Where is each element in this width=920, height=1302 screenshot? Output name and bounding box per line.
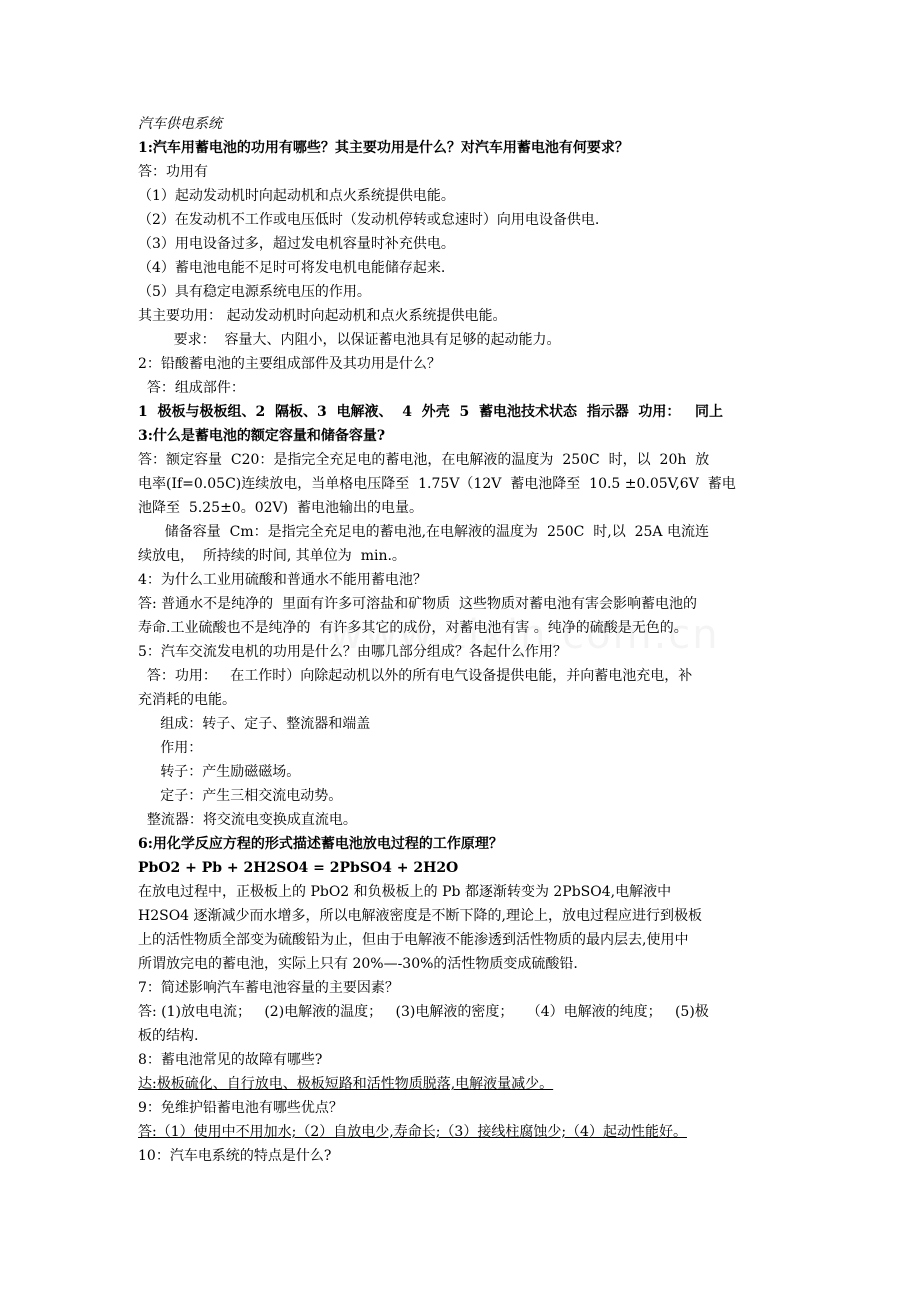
question-7: 7：简述影响汽车蓄电池容量的主要因素？ bbox=[138, 980, 399, 996]
text-line: 储备容量 Cm：是指完全充足电的蓄电池,在电解液的温度为 250C 时,以 25A 电流连 bbox=[138, 524, 709, 540]
text-line: 整流器：将交流电变换成直流电。 bbox=[138, 812, 357, 828]
text-line: （5）具有稳定电源系统电压的作用。 bbox=[138, 284, 371, 300]
text-line: 板的结构. bbox=[138, 1028, 199, 1044]
text-line: 定子：产生三相交流电动势。 bbox=[138, 788, 343, 804]
text-line: 作用： bbox=[138, 740, 203, 756]
answer-9: 答:（1）使用中不用加水;（2）自放电少,寿命长;（3）接线柱腐蚀少;（4）起动性能好。 bbox=[138, 1124, 687, 1140]
text-line: （1）起动发动机时向起动机和点火系统提供电能。 bbox=[138, 188, 455, 204]
text-line: 1 极板与极板组、2 隔板、3 电解液、 4 外壳 5 蓄电池技术状态 指示器 功用： 同上 bbox=[138, 404, 724, 420]
question-1: 1:汽车用蓄电池的功用有哪些？其主要功用是什么？对汽车用蓄电池有何要求？ bbox=[138, 140, 629, 156]
question-4: 4：为什么工业用硫酸和普通水不能用蓄电池？ bbox=[138, 572, 427, 588]
answer-8: 达:极板硫化、自行放电、极板短路和活性物质脱落,电解液量减少。 bbox=[138, 1076, 554, 1092]
text-line: 答: (1)放电电流； (2)电解液的温度； (3)电解液的密度； （4）电解液的纯度； (5)极 bbox=[138, 1004, 709, 1020]
text-line: 答：功用： 在工作时）向除起动机以外的所有电气设备提供电能，并向蓄电池充电，补 bbox=[138, 668, 693, 684]
question-9: 9：免维护铅蓄电池有哪些优点？ bbox=[138, 1100, 343, 1116]
text-line: 池降至 5.25±0。02V) 蓄电池输出的电量。 bbox=[138, 500, 423, 516]
text-line: （3）用电设备过多，超过发电机容量时补充供电。 bbox=[138, 236, 455, 252]
question-2: 2：铅酸蓄电池的主要组成部件及其功用是什么？ bbox=[138, 356, 441, 372]
text-line: （4）蓄电池电能不足时可将发电机电能储存起来. bbox=[138, 260, 446, 276]
text-line: 要求： 容量大、内阻小，以保证蓄电池具有足够的起动能力。 bbox=[138, 332, 561, 348]
text-line: 寿命.工业硫酸也不是纯净的 有许多其它的成份，对蓄电池有害 。纯净的硫酸是无色的。 bbox=[138, 620, 688, 636]
text-line: H2SO4 逐渐减少而水增多，所以电解液密度是不断下降的,理论上，放电过程应进行到极板 bbox=[138, 908, 702, 924]
text-line: 在放电过程中，正极板上的 PbO2 和负极板上的 Pb 都逐渐转变为 2PbSO4,电解液中 bbox=[138, 884, 672, 900]
question-6: 6:用化学反应方程的形式描述蓄电池放电过程的工作原理？ bbox=[138, 836, 503, 852]
text-line: 续放电， 所持续的时间, 其单位为 min.。 bbox=[138, 548, 406, 564]
question-8: 8：蓄电池常见的故障有哪些? bbox=[138, 1052, 323, 1068]
text-line: 其主要功用： 起动发动机时向起动机和点火系统提供电能。 bbox=[138, 308, 507, 324]
text-line: 电率(If=0.05C)连续放电，当单格电压降至 1.75V（12V 蓄电池降至 10.5 ±0.05V,6V 蓄电 bbox=[138, 476, 736, 492]
text-line: 充消耗的电能。 bbox=[138, 692, 236, 708]
question-3: 3:什么是蓄电池的额定容量和储备容量? bbox=[138, 428, 386, 444]
question-5: 5：汽车交流发电机的功用是什么？由哪几部分组成？各起什么作用？ bbox=[138, 644, 567, 660]
text-line: 答：功用有 bbox=[138, 164, 208, 180]
document-title: 汽车供电系统 bbox=[138, 116, 222, 132]
text-line: 转子：产生励磁磁场。 bbox=[138, 764, 301, 780]
text-line: 答：组成部件： bbox=[138, 380, 245, 396]
text-line: 上的活性物质全部变为硫酸铅为止，但由于电解液不能渗透到活性物质的最内层去,使用中 bbox=[138, 932, 689, 948]
question-10: 10：汽车电系统的特点是什么? bbox=[138, 1148, 332, 1164]
text-line: （2）在发动机不工作或电压低时（发动机停转或怠速时）向用电设备供电. bbox=[138, 212, 600, 228]
text-line: 所谓放完电的蓄电池，实际上只有 20%—-30%的活性物质变成硫酸铅. bbox=[138, 956, 578, 972]
text-line: 组成：转子、定子、整流器和端盖 bbox=[138, 716, 371, 732]
text-line: 答: 普通水不是纯净的 里面有许多可溶盐和矿物质 这些物质对蓄电池有害会影响蓄电池的 bbox=[138, 596, 697, 612]
chemical-equation: PbO2 + Pb + 2H2SO4 = 2PbSO4 + 2H2O bbox=[138, 860, 459, 876]
text-line: 答：额定容量 C20：是指完全充足电的蓄电池，在电解液的温度为 250C 时，以 20h 放 bbox=[138, 452, 710, 468]
